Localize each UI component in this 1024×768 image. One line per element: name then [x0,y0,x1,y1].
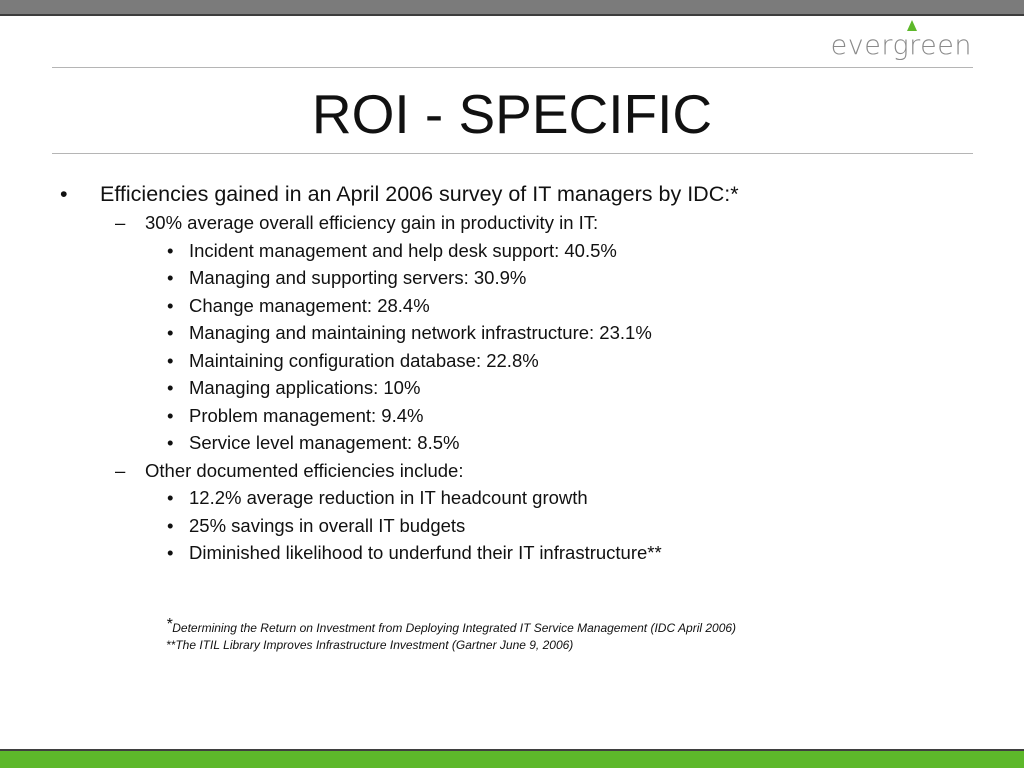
bullet-text: Change management: 28.4% [189,294,430,316]
bullet-level3 [60,319,980,347]
bullet-level3 [60,374,980,402]
slide-content [60,180,980,567]
bullet-level3 [60,429,980,457]
bullet-level3 [60,292,980,320]
bullet-dot-icon: • [167,349,174,371]
top-divider [52,67,973,68]
bullet-dot-icon: • [167,514,174,536]
bullet-dot-icon: • [167,322,174,343]
bullet-dot-icon: • [60,182,68,206]
bullet-text: 12.2% average reduction in IT headcount growth [189,487,588,508]
bullet-text: Other documented efficiencies include: [145,459,464,481]
dash-icon: – [115,212,126,233]
slide-title: ROI - SPECIFIC [311,83,713,145]
dash-icon: – [115,459,126,481]
bullet-level3 [60,347,980,375]
bullet-text: Maintaining configuration database: 22.8% [189,349,539,371]
bullet-dot-icon: • [167,267,174,288]
bullet-dot-icon: • [167,487,174,508]
bottom-bar [0,749,1024,768]
footnote-star: * [166,616,173,633]
bullet-dot-icon: • [167,542,174,563]
bullet-level2 [60,457,980,485]
bullet-text: 25% savings in overall IT budgets [189,514,466,536]
bullet-text: Incident management and help desk support: 40.5% [189,239,617,261]
bullet-text: Problem management: 9.4% [189,404,424,426]
bullet-level2 [60,209,980,237]
footnotes [166,616,737,654]
bullet-dot-icon: • [167,404,174,426]
top-bar [0,0,1024,16]
bullet-text: Managing and maintaining network infrastructure: 23.1% [189,322,652,343]
bullet-text: Efficiencies gained in an April 2006 survey of IT managers by IDC:* [100,182,739,206]
bullet-dot-icon: • [167,432,174,453]
footnote-2: **The ITIL Library Improves Infrastructure Investment (Gartner June 9, 2006) [166,638,574,652]
bullet-text: Managing applications: 10% [189,377,421,398]
footnote-1 [166,616,737,637]
bullet-level3 [60,264,980,292]
bullet-level3 [60,539,980,567]
bullet-text: 30% average overall efficiency gain in productivity in IT: [145,212,599,233]
bullet-dot-icon: • [167,294,174,316]
bullet-level3 [60,512,980,540]
bullet-level1 [60,180,980,209]
bullet-level3 [60,237,980,265]
evergreen-logo [830,20,972,64]
bullet-text: Managing and supporting servers: 30.9% [189,267,527,288]
logo-text: evergreen [830,30,972,61]
bullet-dot-icon: • [167,377,174,398]
bullet-level3 [60,484,980,512]
bullet-dot-icon: • [167,239,174,261]
footnote-text: Determining the Return on Investment from Deploying Integrated IT Service Management (IDC April 2006) [172,621,737,635]
bullet-level3 [60,402,980,430]
bullet-text: Diminished likelihood to underfund their IT infrastructure** [189,542,662,563]
bullet-text: Service level management: 8.5% [189,432,460,453]
title-divider [52,153,973,154]
